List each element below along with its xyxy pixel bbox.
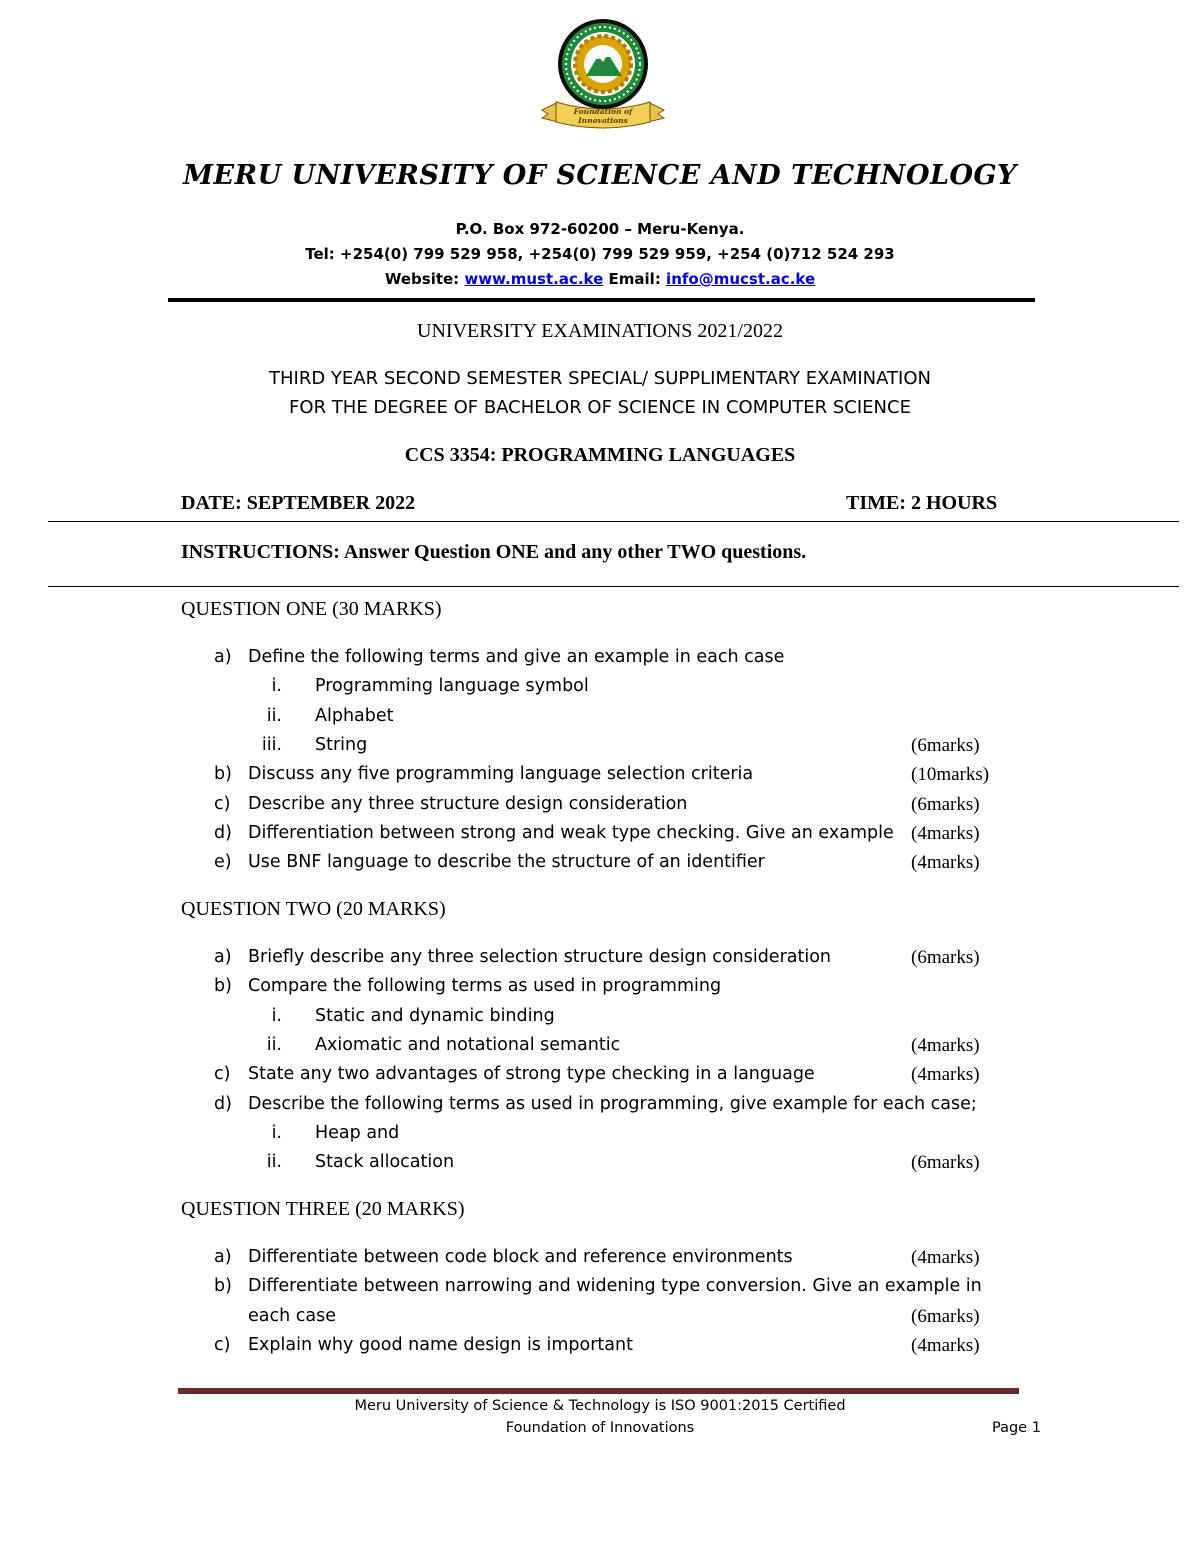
item-text: Heap and xyxy=(315,1122,400,1143)
item-text: Static and dynamic binding xyxy=(315,1005,555,1026)
header-divider xyxy=(168,298,1035,302)
item-text: Compare the following terms as used in programming xyxy=(248,976,722,997)
exam-description-line1: THIRD YEAR SECOND SEMESTER SPECIAL/ SUPPLIMENTARY EXAMINATION xyxy=(269,368,931,389)
university-name: MERU UNIVERSITY OF SCIENCE AND TECHNOLOGY xyxy=(183,160,1017,191)
item-text: Stack allocation xyxy=(315,1152,455,1173)
date-divider xyxy=(48,521,1179,522)
website-link[interactable]: www.must.ac.ke xyxy=(464,270,604,288)
item-marks: (6marks) xyxy=(911,947,980,968)
telephone-line: Tel: +254(0) 799 529 958, +254(0) 799 529 959, +254 (0)712 524 293 xyxy=(305,245,895,263)
question-heading: QUESTION THREE (20 MARKS) xyxy=(181,1198,465,1220)
item-text: Alphabet xyxy=(315,705,394,726)
item-text: Briefly describe any three selection structure design consideration xyxy=(248,947,832,967)
item-label: d) xyxy=(214,1093,232,1114)
item-marks: (4marks) xyxy=(911,1064,980,1086)
item-text: Axiomatic and notational semantic xyxy=(315,1034,621,1055)
item-marks: (4marks) xyxy=(911,1334,980,1356)
item-marks: (4marks) xyxy=(911,1247,980,1268)
exam-title: UNIVERSITY EXAMINATIONS 2021/2022 xyxy=(417,320,783,342)
item-text: each case xyxy=(248,1305,336,1326)
item-label: i. xyxy=(271,1005,282,1026)
item-text: Programming language symbol xyxy=(315,676,589,697)
exam-time: TIME: 2 HOURS xyxy=(846,492,998,514)
item-label: c) xyxy=(214,1334,231,1355)
item-label: c) xyxy=(214,793,231,814)
footer-motto: Foundation of Innovations xyxy=(505,1420,695,1436)
exam-description-line2: FOR THE DEGREE OF BACHELOR OF SCIENCE IN COMPUTER SCIENCE xyxy=(289,397,911,418)
question-heading: QUESTION TWO (20 MARKS) xyxy=(181,898,446,920)
email-label: Email: xyxy=(608,270,661,288)
instructions-text: Answer Question ONE and any other TWO questions. xyxy=(343,541,807,563)
question-heading: QUESTION ONE (30 MARKS) xyxy=(181,598,442,620)
item-label: iii. xyxy=(261,734,282,755)
exam-date: DATE: SEPTEMBER 2022 xyxy=(181,492,416,514)
item-text: Use BNF language to describe the structure of an identifier xyxy=(248,852,765,873)
email-link[interactable]: info@mucst.ac.ke xyxy=(666,270,816,288)
page-number: Page 1 xyxy=(992,1420,1041,1436)
website-label: Website: xyxy=(384,270,460,288)
instructions xyxy=(181,541,806,564)
item-text: Differentiate between narrowing and widening type conversion. Give an example in xyxy=(248,1276,982,1297)
item-label: a) xyxy=(214,647,232,667)
item-text: Describe the following terms as used in programming, give example for each case; xyxy=(248,1093,977,1114)
item-label: b) xyxy=(214,1276,232,1297)
item-marks: (6marks) xyxy=(911,1305,980,1327)
logo-motto: Foundation of Innovations xyxy=(573,107,633,125)
instructions-label: INSTRUCTIONS: xyxy=(181,541,340,563)
item-label: ii. xyxy=(266,1152,282,1173)
item-marks: (4marks) xyxy=(911,1034,980,1056)
item-label: ii. xyxy=(266,1034,282,1055)
item-text: Differentiation between strong and weak type checking. Give an example xyxy=(248,822,894,843)
postal-address: P.O. Box 972-60200 – Meru-Kenya. xyxy=(455,220,745,238)
item-text: State any two advantages of strong type checking in a language xyxy=(248,1064,815,1085)
item-marks: (6marks) xyxy=(911,734,980,756)
item-label: b) xyxy=(214,976,232,997)
item-marks: (4marks) xyxy=(911,852,980,874)
item-text: Differentiate between code block and reference environments xyxy=(248,1247,793,1267)
item-label: a) xyxy=(214,1247,232,1267)
instructions-divider xyxy=(48,586,1179,587)
item-text: Discuss any five programming language selection criteria xyxy=(248,764,754,785)
item-text: Describe any three structure design consideration xyxy=(248,793,688,814)
course-title: CCS 3354: PROGRAMMING LANGUAGES xyxy=(404,444,796,466)
item-label: e) xyxy=(214,852,232,873)
item-marks: (6marks) xyxy=(911,793,980,815)
footer-certification: Meru University of Science & Technology is ISO 9001:2015 Certified xyxy=(354,1398,846,1414)
item-marks: (4marks) xyxy=(911,822,980,844)
item-label: c) xyxy=(214,1064,231,1085)
item-label: i. xyxy=(271,1122,282,1143)
item-label: b) xyxy=(214,764,232,785)
item-text: String xyxy=(315,734,368,755)
item-label: a) xyxy=(214,947,232,967)
item-label: ii. xyxy=(266,705,282,726)
item-marks: (10marks) xyxy=(911,764,990,786)
web-email-line xyxy=(0,270,1200,288)
item-label: i. xyxy=(271,676,282,697)
item-label: d) xyxy=(214,822,232,843)
item-text: Define the following terms and give an example in each case xyxy=(248,647,785,667)
item-text: Explain why good name design is important xyxy=(248,1334,633,1355)
footer-divider xyxy=(178,1388,1019,1394)
item-marks: (6marks) xyxy=(911,1152,980,1174)
